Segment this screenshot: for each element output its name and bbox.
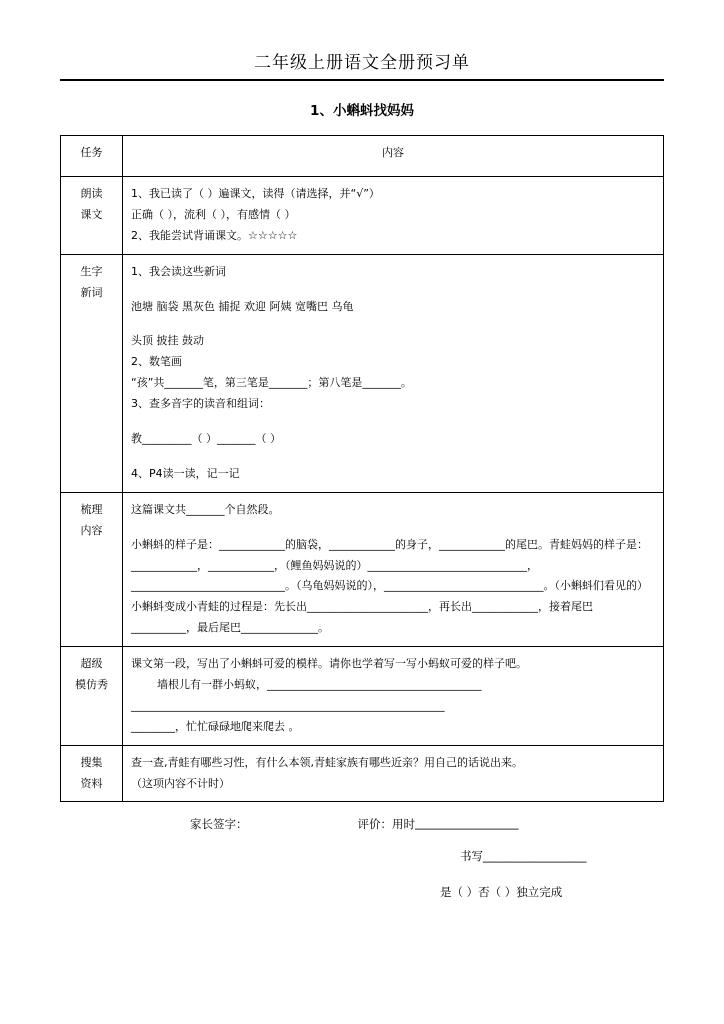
row-label-organize [61,492,123,646]
footer-row-independent [60,884,664,900]
spacer [131,450,655,464]
header-cell-task: 任务 [61,136,123,177]
spacer [131,283,655,297]
row-label-line-1: 搜集 [80,755,103,769]
content-line: 头顶 披挂 鼓动 [131,334,204,348]
content-line: 教_________（ ）_______（ ） [131,432,281,446]
independent-completion-label: 是（ ）否（ ）独立完成 [440,885,563,900]
evaluation-label: 评价：用时 [357,817,415,832]
header-cell-content: 内容 [123,136,664,177]
row-content-organize [123,492,664,646]
content-line: 1、我会读这些新词 [131,264,226,278]
evaluation-blank: __________________ [415,816,519,831]
writing-blank: __________________ [483,849,587,864]
footer-row-writing [60,848,664,864]
table-row [61,177,664,255]
row-label-newwords [61,254,123,492]
lesson-subtitle: 1、小蝌蚪找妈妈 [310,103,414,119]
content-line: “孩”共_______笔，第三笔是_______；第八笔是_______。 [131,376,412,390]
spacer [131,317,655,331]
row-label-research [61,745,123,802]
content-line: 2、我能尝试背诵课文。☆☆☆☆☆ [131,228,298,242]
row-label-line-2: 课文 [80,207,103,221]
content-line: 正确（ ），流利（ ），有感情（ ） [131,207,296,221]
table-header-row [61,136,664,177]
row-content-reading [123,177,664,255]
content-line: 池塘 脑袋 黑灰色 捕捉 欢迎 阿姨 宽嘴巴 乌龟 [131,299,354,313]
spacer [131,521,655,535]
table-row [61,745,664,802]
row-label-reading [61,177,123,255]
row-content-newwords [123,254,664,492]
footer-row-signature [60,816,664,832]
row-label-line-1: 梳理 [80,502,103,516]
spacer [131,415,655,429]
content-line: 4、P4读一读，记一记 [131,466,240,480]
table-row [61,254,664,492]
content-line: 课文第一段，写出了小蝌蚪可爱的模样。请你也学着写一写小蚂蚁可爱的样子吧。 [131,657,527,671]
table-row [61,647,664,746]
content-line: 查一查,青蛙有哪些习性，有什么本领,青蛙家族有哪些近亲？用自己的话说出来。 [131,755,523,769]
row-label-line-2: 内容 [80,523,103,537]
page-title: 二年级上册语文全册预习单 [254,53,470,73]
row-label-line-1: 生字 [80,264,103,278]
content-line: 3、查多音字的读音和组词： [131,397,270,411]
content-line: （这项内容不计时） [131,776,230,790]
row-label-line-1: 朗读 [80,187,103,200]
footer-section [60,816,664,900]
content-line: 这篇课文共_______个自然段。 [131,502,280,516]
row-label-line-2: 新词 [80,285,103,299]
content-line: _________________________________________________________ [131,698,445,712]
content-line: 小蝌蚪的样子是：____________的脑袋，____________的身子，____________的尾巴。青蛙妈妈的样子是：____________，____________，（鲤鱼妈妈说的）_____________________________，____________________________。（乌龟妈妈说的），_____________________________。（小蝌蚪们看见的） [131,537,648,593]
title-divider [60,79,664,81]
content-line: 小蝌蚪变成小青蛙的过程是：先长出______________________，再长出____________，接着尾巴__________，最后尾巴______________。 [131,600,593,635]
row-label-line-2: 模仿秀 [75,678,108,692]
row-label-imitation [61,647,123,746]
row-content-research [123,745,664,802]
writing-label: 书写 [460,849,483,864]
preview-sheet-table [60,135,664,802]
content-line: 1、我已读了（ ）遍课文，读得（请选择，并“√”） [131,187,380,200]
content-line: 墙根儿有一群小蚂蚁，_______________________________________ [157,678,482,692]
parent-signature-label: 家长签字： [190,817,248,832]
content-line: 2、数笔画 [131,355,182,369]
row-label-line-1: 超级 [80,657,103,671]
table-row [61,492,664,646]
row-content-imitation [123,647,664,746]
content-line: ________，忙忙碌碌地爬来爬去 。 [131,719,300,733]
row-label-line-2: 资料 [80,776,103,790]
